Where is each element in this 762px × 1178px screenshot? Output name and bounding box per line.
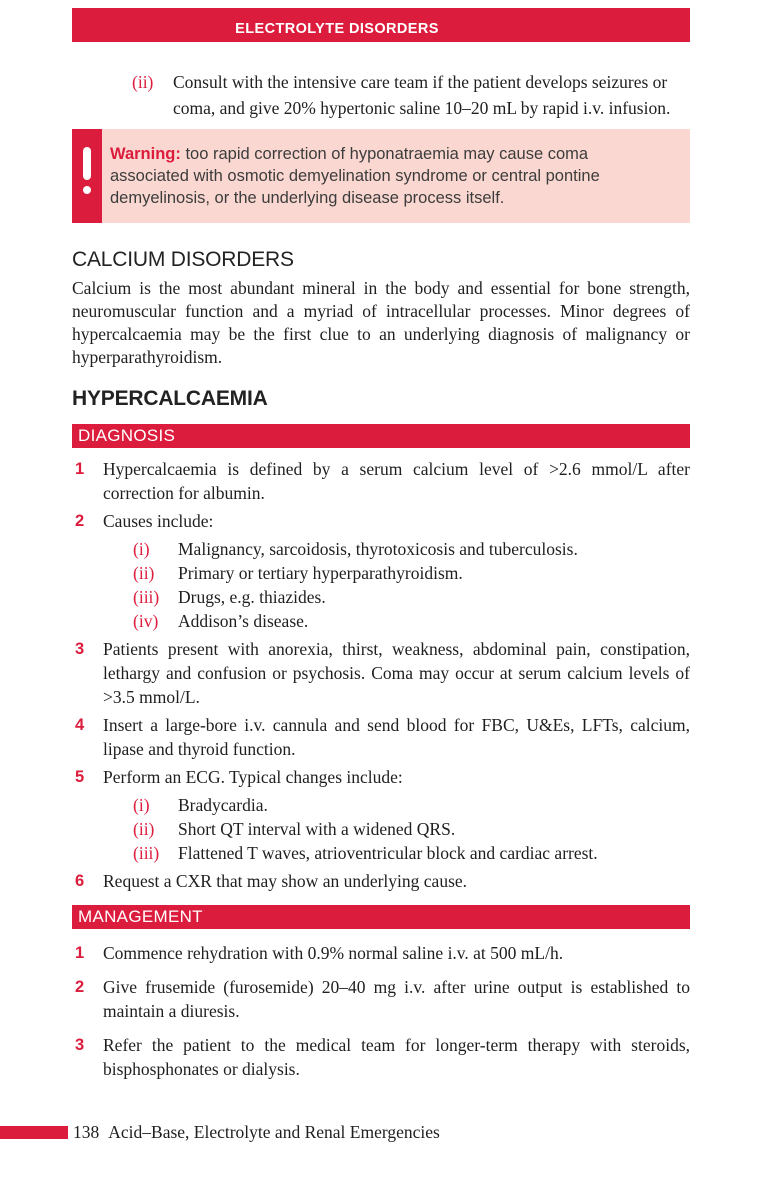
item-number: 1 [75,460,85,478]
calcium-disorders-heading: CALCIUM DISORDERS [72,248,294,271]
footer-red-block [0,1126,68,1139]
calcium-disorders-paragraph: Calcium is the most abundant mineral in the body and essential for bone strength, neuromuscular function and a myriad of intracellular processes. Minor degrees of hypercalcaemia may be the first clue to an underlying diagnosis of malignancy or hyperparathyroidism. [72,278,690,367]
diagnosis-list [72,457,690,893]
running-head-banner [72,8,690,42]
subitem-text: Flattened T waves, atrioventricular block and cardiac arrest. [178,843,598,863]
page-footer [0,1120,440,1144]
item-number: 5 [75,768,85,786]
diagnosis-item-5 [72,765,690,789]
diagnosis-item-2-sub-i [133,537,690,561]
page-content [0,8,762,1081]
warning-exclamation-icon [72,129,102,223]
subitem-text: Primary or tertiary hyperparathyroidism. [178,563,463,583]
item-text: Causes include: [103,511,214,531]
subitem-text: Malignancy, sarcoidosis, thyrotoxicosis and tuberculosis. [178,539,578,559]
item-number: 3 [75,640,85,658]
subitem-marker: (iii) [133,587,160,607]
subitem-marker: (i) [133,539,150,559]
exclamation-stroke [83,147,91,180]
hypercalcaemia-heading: HYPERCALCAEMIA [72,387,268,410]
item-text: Give frusemide (furosemide) 20–40 mg i.v. after urine output is established to maintain a diuresis. [103,977,690,1021]
intro-item-marker: (ii) [132,72,154,92]
diagnosis-item-5-sub-iii [133,841,690,865]
management-list [72,941,690,1081]
diagnosis-item-4 [72,713,690,761]
item-text: Insert a large-bore i.v. cannula and send blood for FBC, U&Es, LFTs, calcium, lipase and thyroid function. [103,715,690,759]
subitem-marker: (iv) [133,611,159,631]
running-head-title: ELECTROLYTE DISORDERS [235,21,439,37]
item-number: 6 [75,872,85,890]
subitem-marker: (ii) [133,819,155,839]
item-text: Refer the patient to the medical team for longer-term therapy with steroids, bisphosphonates or dialysis. [103,1035,690,1079]
warning-text [110,143,668,209]
item-number: 3 [75,1036,85,1054]
subitem-text: Bradycardia. [178,795,268,815]
diagnosis-item-6 [72,869,690,893]
management-item-2 [72,975,690,1023]
intro-list-item [72,69,690,121]
warning-label: Warning: [110,145,181,163]
warning-body: too rapid correction of hyponatraemia may cause coma associated with osmotic demyelination syndrome or central pontine demyelinosis, or the underlying disease process itself. [110,145,600,207]
item-number: 2 [75,978,85,996]
subitem-text: Short QT interval with a widened QRS. [178,819,456,839]
diagnosis-item-3 [72,637,690,709]
footer-chapter-title: Acid–Base, Electrolyte and Renal Emergencies [108,1122,440,1142]
warning-box [72,129,690,223]
diagnosis-item-2-sub-iv [133,609,690,633]
diagnosis-item-2 [72,509,690,533]
diagnosis-item-2-sub-ii [133,561,690,585]
subitem-text: Addison’s disease. [178,611,309,631]
diagnosis-item-5-sub-ii [133,817,690,841]
management-banner [72,905,690,929]
exclamation-dot [83,186,91,194]
subitem-marker: (iii) [133,843,160,863]
intro-item-text: Consult with the intensive care team if the patient develops seizures or coma, and give 20% hypertonic saline 10–20 mL by rapid i.v. infusion. [173,72,671,118]
management-banner-label: MANAGEMENT [78,907,203,926]
item-text: Patients present with anorexia, thirst, weakness, abdominal pain, constipation, lethargy and confusion or psychosis. Coma may occur at serum calcium levels of >3.5 mmol/L. [103,639,690,707]
item-text: Request a CXR that may show an underlying cause. [103,871,468,891]
page-number: 138 [73,1122,100,1142]
diagnosis-banner [72,424,690,448]
diagnosis-item-2-sub-iii [133,585,690,609]
subitem-marker: (ii) [133,563,155,583]
item-number: 1 [75,944,85,962]
diagnosis-banner-label: DIAGNOSIS [78,426,176,445]
subitem-text: Drugs, e.g. thiazides. [178,587,326,607]
diagnosis-item-1 [72,457,690,505]
subitem-marker: (i) [133,795,150,815]
item-text: Perform an ECG. Typical changes include: [103,767,403,787]
item-number: 4 [75,716,85,734]
item-number: 2 [75,512,85,530]
management-item-3 [72,1033,690,1081]
diagnosis-item-5-sub-i [133,793,690,817]
book-page [0,8,762,1178]
item-text: Commence rehydration with 0.9% normal saline i.v. at 500 mL/h. [103,943,564,963]
item-text: Hypercalcaemia is defined by a serum calcium level of >2.6 mmol/L after correction for albumin. [103,459,690,503]
management-item-1 [72,941,690,965]
